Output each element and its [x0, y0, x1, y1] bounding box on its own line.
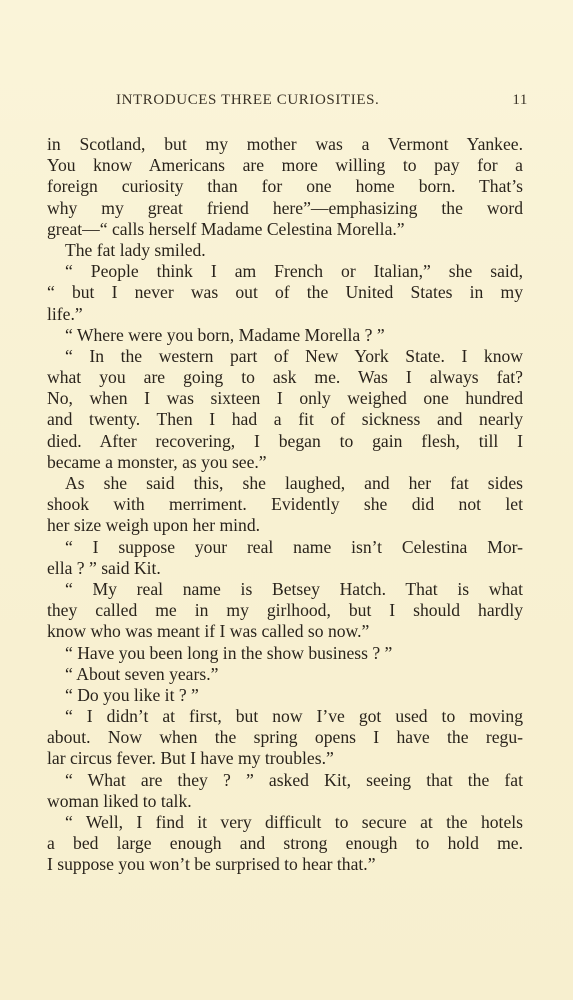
- text-line: “ Well, I find it very difficult to secure at the hotels: [65, 812, 523, 832]
- text-line: “ Do you like it ? ”: [65, 684, 199, 705]
- chapter-title: INTRODUCES THREE CURIOSITIES.: [116, 92, 380, 108]
- text-line: why my great friend here”—emphasizing the word: [47, 197, 523, 218]
- text-line: shook with merriment. Evidently she did not let: [47, 494, 523, 515]
- text-line: what you are going to ask me. Was I always fat?: [47, 367, 523, 388]
- text-line: became a monster, as you see.”: [47, 451, 267, 472]
- text-line: “ People think I am French or Italian,” she said,: [65, 261, 523, 282]
- text-line: they called me in my girlhood, but I should hardly: [47, 600, 523, 621]
- text-line: “ I didn’t at first, but now I’ve got used to moving: [65, 706, 523, 727]
- text-line: a bed large enough and strong enough to hold me.: [47, 833, 523, 854]
- page-number: 11: [512, 92, 528, 108]
- text-line: The fat lady smiled.: [65, 239, 206, 260]
- text-line: “ About seven years.”: [65, 663, 219, 684]
- text-line: You know Americans are more willing to pay for a: [47, 155, 523, 176]
- text-line: “ My real name is Betsey Hatch. That is what: [65, 578, 523, 599]
- text-line: died. After recovering, I began to gain flesh, till I: [47, 430, 523, 451]
- text-line: “ What are they ? ” asked Kit, seeing that the fat: [65, 769, 523, 790]
- text-line: know who was meant if I was called so now.”: [47, 621, 370, 642]
- text-line: As she said this, she laughed, and her fat sides: [65, 473, 523, 493]
- text-line: “ I suppose your real name isn’t Celestina Mor-: [65, 536, 523, 557]
- text-line: ella ? ” said Kit.: [47, 557, 161, 578]
- text-line: “ In the western part of New York State. I know: [65, 345, 523, 366]
- text-line: lar circus fever. But I have my troubles.”: [47, 748, 334, 769]
- body-text: [47, 134, 523, 876]
- text-line: about. Now when the spring opens I have the regu-: [47, 727, 523, 748]
- text-line: “ but I never was out of the United States in my: [47, 282, 523, 303]
- text-line: foreign curiosity than for one home born. That’s: [47, 176, 523, 197]
- text-line: “ Where were you born, Madame Morella ? ”: [65, 324, 385, 345]
- text-line: and twenty. Then I had a fit of sickness and nearly: [47, 409, 523, 430]
- text-line: woman liked to talk.: [47, 790, 192, 811]
- text-line: “ Have you been long in the show business ? ”: [65, 642, 393, 663]
- text-line: life.”: [47, 303, 83, 324]
- text-line: No, when I was sixteen I only weighed one hundred: [47, 388, 523, 409]
- text-line: great—“ calls herself Madame Celestina Morella.”: [47, 218, 405, 239]
- text-line: her size weigh upon her mind.: [47, 515, 261, 536]
- text-line: I suppose you won’t be surprised to hear that.”: [47, 854, 376, 875]
- running-head: [116, 92, 528, 114]
- text-line: in Scotland, but my mother was a Vermont Yankee.: [47, 134, 523, 154]
